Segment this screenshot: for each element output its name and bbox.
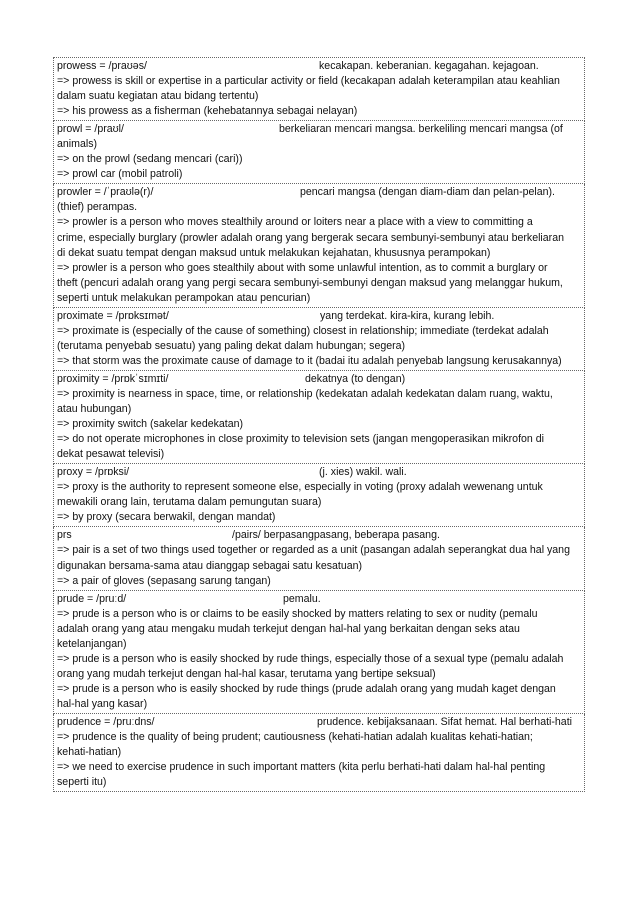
entry-header bbox=[57, 465, 581, 480]
entry-line: => proximity is nearness in space, time, or relationship (kedekatan adalah kedekatan dalam ruang, waktu, bbox=[57, 387, 553, 400]
entry-line: => prude is a person who is easily shocked by rude things (prude adalah orang yang mudah kaget dengan bbox=[57, 682, 556, 695]
entry-header bbox=[57, 528, 581, 543]
entry-translation: /pairs/ berpasangpasang, beberapa pasang. bbox=[232, 529, 440, 542]
entry-header bbox=[57, 185, 581, 200]
entry-line: => proximate is (especially of the cause of something) closest in relationship; immediate (terdekat adalah bbox=[57, 324, 549, 337]
entry-line: => prowler is a person who moves stealthily around or loiters near a place with a view to committing a bbox=[57, 216, 533, 229]
entry-line: dekat pesawat televisi) bbox=[57, 448, 165, 461]
entry-line: => on the prowl (sedang mencari (cari)) bbox=[57, 153, 243, 166]
entry-line: animals) bbox=[57, 138, 98, 151]
dictionary-document bbox=[53, 57, 585, 792]
entry-line: adalah orang yang atau mengaku mudah terkejut dengan hal-hal yang berkaitan dengan seks atau bbox=[57, 622, 520, 635]
entry-headword: proxy = /prɒksi/ bbox=[57, 466, 130, 479]
entry-line: di dekat suatu tempat dengan maksud untuk melakukan kejahatan, khususnya perampokan) bbox=[57, 246, 491, 259]
dictionary-entry bbox=[53, 464, 585, 527]
dictionary-entry bbox=[53, 591, 585, 714]
dictionary-entry bbox=[53, 184, 585, 307]
entry-headword: prowl = /praʊl/ bbox=[57, 123, 124, 136]
entry-line: theft (pencuri adalah orang yang pergi secara sembunyi-sembunyi dengan maksud yang melanggar hukum, bbox=[57, 276, 563, 289]
entry-header bbox=[57, 592, 581, 607]
entry-line: (terutama penyebab sesuatu) yang paling dekat dalam hubungan; segera) bbox=[57, 339, 406, 352]
entry-line: crime, especially burglary (prowler adalah orang yang bergerak secara sembunyi-sembunyi atau berkeliaran bbox=[57, 231, 564, 244]
dictionary-entry bbox=[53, 57, 585, 121]
entry-line: => a pair of gloves (sepasang sarung tangan) bbox=[57, 574, 271, 587]
entry-line: dalam suatu kegiatan atau bidang tertentu) bbox=[57, 90, 259, 103]
entry-translation: prudence. kebijaksanaan. Sifat hemat. Hal berhati-hati bbox=[317, 715, 572, 728]
entry-header bbox=[57, 372, 581, 387]
entry-line: seperti untuk melakukan perampokan atau pencurian) bbox=[57, 291, 311, 304]
entry-header bbox=[57, 309, 581, 324]
entry-headword: prowler = /ˈpraʊlə(r)/ bbox=[57, 186, 154, 199]
entry-translation: pemalu. bbox=[283, 592, 321, 605]
entry-line: => proximity switch (sakelar kedekatan) bbox=[57, 418, 244, 431]
entry-line: => by proxy (secara berwakil, dengan mandat) bbox=[57, 511, 276, 524]
entry-header bbox=[57, 715, 581, 730]
entry-headword: proximate = /prɒksɪmət/ bbox=[57, 309, 169, 322]
entry-translation: berkeliaran mencari mangsa. berkeliling mencari mangsa (of bbox=[279, 123, 563, 136]
entry-line: => pair is a set of two things used together or regarded as a unit (pasangan adalah seperangkat dua hal yang bbox=[57, 544, 570, 557]
entry-translation: pencari mangsa (dengan diam-diam dan pelan-pelan). bbox=[300, 186, 555, 199]
entry-headword: prs bbox=[57, 529, 72, 542]
entry-line: seperti itu) bbox=[57, 776, 107, 789]
entry-line: => prowess is skill or expertise in a particular activity or field (kecakapan adalah keterampilan atau keahlian bbox=[57, 75, 560, 88]
entry-line: => prude is a person who is or claims to be easily shocked by matters relating to sex or nudity (pemalu bbox=[57, 607, 538, 620]
dictionary-entry bbox=[53, 527, 585, 590]
entry-line: => proxy is the authority to represent someone else, especially in voting (proxy adalah wewenang untuk bbox=[57, 481, 543, 494]
entry-line: => that storm was the proximate cause of damage to it (badai itu adalah penyebab langsung kerusakannya) bbox=[57, 354, 562, 367]
entry-line: mewakili orang lain, terutama dalam pemungutan suara) bbox=[57, 496, 322, 509]
entry-line: => prudence is the quality of being prudent; cautiousness (kehati-hatian adalah kualitas kehati-hatian; bbox=[57, 731, 533, 744]
dictionary-entry bbox=[53, 371, 585, 464]
entry-headword: prude = /pruːd/ bbox=[57, 592, 127, 605]
entry-line: kehati-hatian) bbox=[57, 746, 122, 759]
entry-translation: yang terdekat. kira-kira, kurang lebih. bbox=[320, 309, 495, 322]
entry-line: => his prowess as a fisherman (kehebatannya sebagai nelayan) bbox=[57, 105, 358, 118]
entry-headword: prowess = /praʊəs/ bbox=[57, 60, 147, 72]
entry-line: => we need to exercise prudence in such important matters (kita perlu berhati-hati dalam hal-hal penting bbox=[57, 761, 546, 774]
entry-line: => prowl car (mobil patroli) bbox=[57, 168, 183, 181]
entry-translation: dekatnya (to dengan) bbox=[305, 372, 406, 385]
entry-headword: prudence = /pruːdns/ bbox=[57, 715, 155, 728]
entry-line: digunakan bersama-sama atau dianggap sebagai satu kesatuan) bbox=[57, 559, 363, 572]
entry-translation: kecakapan. keberanian. kegagahan. kejagoan. bbox=[319, 60, 539, 72]
entry-header bbox=[57, 59, 581, 74]
entry-header bbox=[57, 122, 581, 137]
entry-line: => do not operate microphones in close proximity to television sets (jangan mengoperasikan mikrofon di bbox=[57, 433, 544, 446]
dictionary-entry bbox=[53, 121, 585, 184]
entry-line: hal-hal yang kasar) bbox=[57, 697, 148, 710]
entry-translation: (j. xies) wakil. wali. bbox=[319, 466, 407, 479]
dictionary-entry bbox=[53, 308, 585, 371]
entry-line: orang yang mudah terkejut dengan hal-hal kasar, terutama yang bertipe seksual) bbox=[57, 667, 436, 680]
entry-line: atau hubungan) bbox=[57, 403, 132, 416]
entry-line: (thief) perampas. bbox=[57, 201, 138, 214]
entry-line: ketelanjangan) bbox=[57, 637, 127, 650]
entry-line: => prude is a person who is easily shocked by rude things, especially those of a sexual type (pemalu adalah bbox=[57, 652, 564, 665]
dictionary-entry bbox=[53, 714, 585, 792]
entry-headword: proximity = /prɒkˈsɪmɪti/ bbox=[57, 372, 169, 385]
entry-line: => prowler is a person who goes stealthily about with some unlawful intention, as to commit a burglary or bbox=[57, 261, 548, 274]
